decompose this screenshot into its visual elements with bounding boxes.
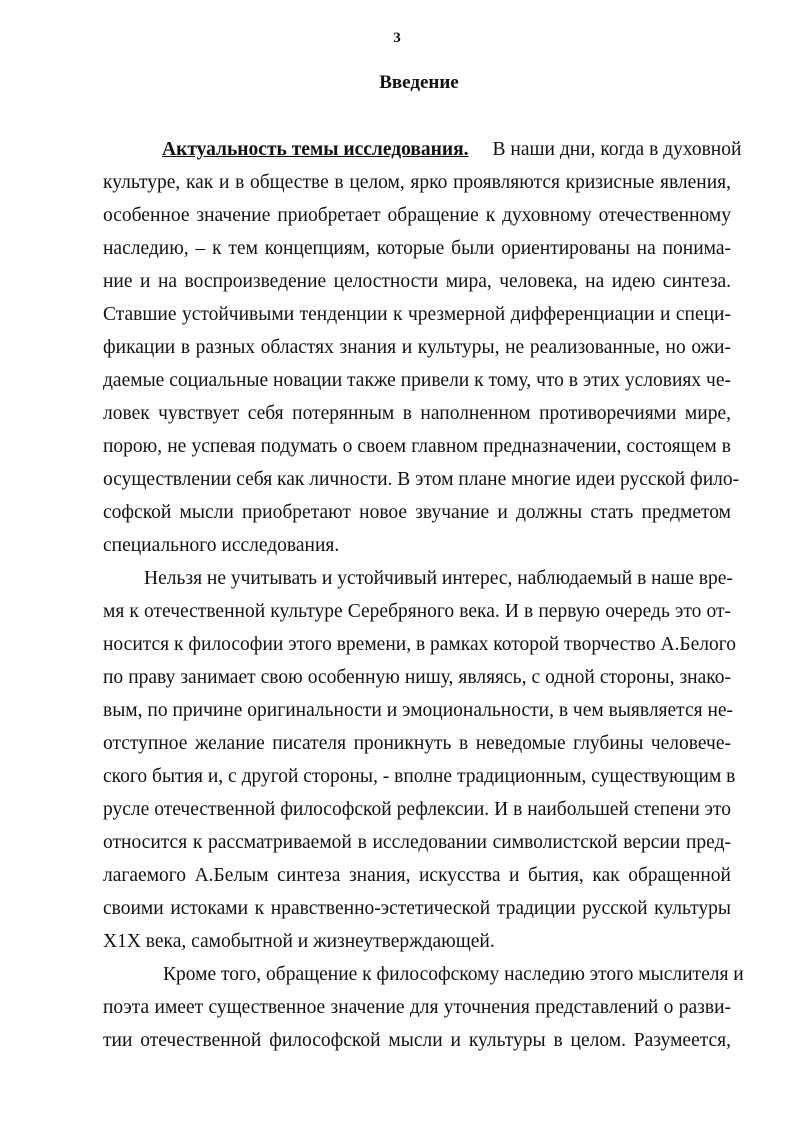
paragraph-lead-title: Актуальность темы исследования. <box>162 139 469 160</box>
text-line: особенное значение приобретает обращение к духовному отечественному <box>103 205 731 226</box>
text-line: порою, не успевая подумать о своем главном предназначении, состоящем в <box>103 436 731 457</box>
text-line: Нельзя не учитывать и устойчивый интерес, наблюдаемый в наше вре- <box>144 568 733 589</box>
text-line: ского бытия и, с другой стороны, - вполне традиционным, существующим в <box>103 766 736 787</box>
text-line: лагаемого А.Белым синтеза знания, искусства и бытия, как обращенной <box>103 865 731 886</box>
text-line: Х1Х века, самобытной и жизнеутверждающей. <box>103 931 495 952</box>
text-line: софской мысли приобретают новое звучание и должны стать предметом <box>103 502 731 523</box>
text-line: тии отечественной философской мысли и культуры в целом. Разумеется, <box>103 1030 731 1051</box>
text-line: ловек чувствует себя потерянным в наполненном противоречиями мире, <box>103 403 731 424</box>
text-line: наследию, – к тем концепциям, которые были ориентированы на понима- <box>103 238 731 259</box>
text-line: по праву занимает свою особенную нишу, являясь, с одной стороны, знако- <box>103 667 731 688</box>
text-line: даемые социальные новации также привели к тому, что в этих условиях че- <box>103 370 731 391</box>
text-line: специального исследования. <box>103 535 340 556</box>
text-line: Кроме того, обращение к философскому наследию этого мыслителя и <box>163 964 744 985</box>
text-line: культуре, как и в обществе в целом, ярко проявляются кризисные явления, <box>103 172 731 193</box>
text-line: мя к отечественной культуре Серебряного века. И в первую очередь это от- <box>103 601 731 622</box>
text-line: осуществлении себя как личности. В этом плане многие идеи русской фило- <box>103 469 740 490</box>
text-line: фикации в разных областях знания и культуры, не реализованные, но ожи- <box>103 337 731 358</box>
section-heading: Введение <box>379 72 459 93</box>
text-line: своими истоками к нравственно-эстетической традиции русской культуры <box>103 898 731 919</box>
page-number: 3 <box>393 30 401 46</box>
paragraph-1-line-1 <box>162 138 742 162</box>
text-line: ние и на воспроизведение целостности мира, человека, на идею синтеза. <box>103 271 731 292</box>
text-line: вым, по причине оригинальности и эмоциональности, в чем выявляется не- <box>103 700 734 721</box>
text-line: отступное желание писателя проникнуть в неведомые глубины человече- <box>103 733 731 754</box>
text-line: поэта имеет существенное значение для уточнения представлений о разви- <box>103 997 731 1018</box>
text-line: носится к философии этого времени, в рамках которой творчество А.Белого <box>103 634 737 655</box>
text-line: Ставшие устойчивыми тенденции к чрезмерной дифференциации и специ- <box>103 304 731 325</box>
text-line: относится к рассматриваемой в исследовании символистской версии пред- <box>103 832 731 853</box>
text-line: В наши дни, когда в духовной <box>492 139 742 160</box>
text-line: русле отечественной философской рефлексии. И в наибольшей степени это <box>103 799 731 820</box>
